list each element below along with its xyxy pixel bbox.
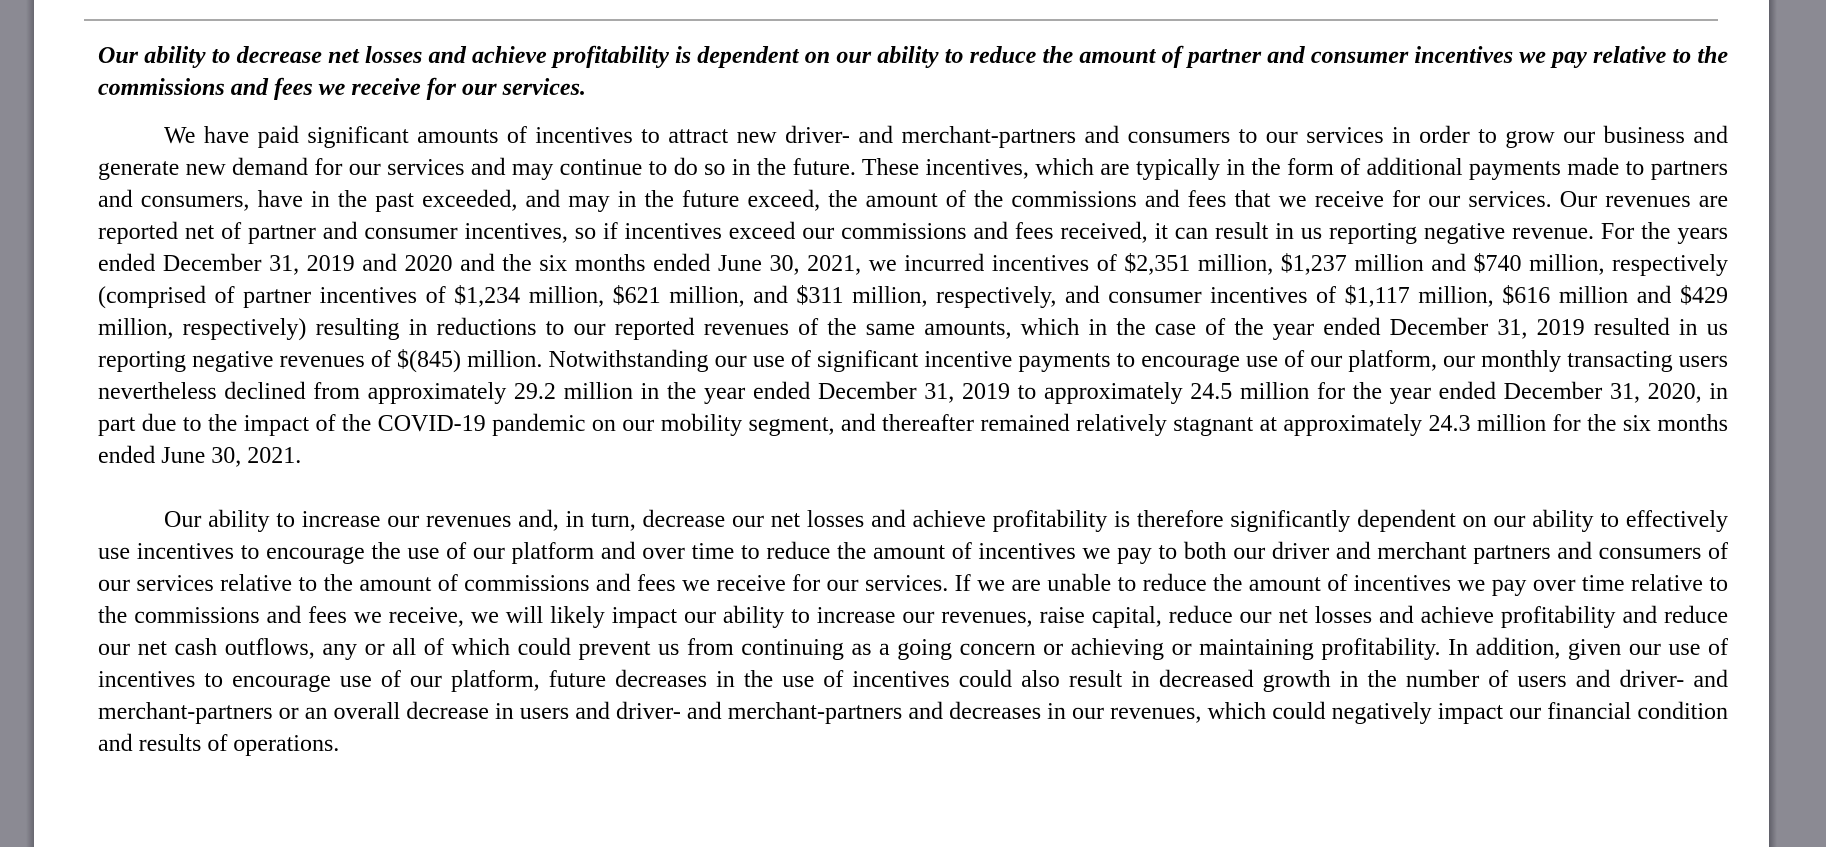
document-page — [34, 0, 1769, 847]
header-rule — [84, 19, 1718, 21]
paragraph-2: Our ability to increase our revenues and, in turn, decrease our net losses and achieve profitability is therefore significantly dependent on our ability to effectively use incentives to encourage the use of our platform and over time to reduce the amount of incentives we pay to both our driver and merchant partners and consumers of our services relative to the amount of commissions and fees we receive for our services. If we are unable to reduce the amount of incentives we pay over time relative to the commissions and fees we receive, we will likely impact our ability to increase our revenues, raise capital, reduce our net losses and achieve profitability and reduce our net cash outflows, any or all of which could prevent us from continuing as a going concern or achieving or maintaining profitability. In addition, given our use of incentives to encourage use of our platform, future decreases in the use of incentives could also result in decreased growth in the number of users and driver- and merchant-partners or an overall decrease in users and driver- and merchant-partners and decreases in our revenues, which could negatively impact our financial condition and results of operations. — [98, 507, 1728, 757]
paragraph-1: We have paid significant amounts of incentives to attract new driver- and merchant-partners and consumers to our services in order to grow our business and generate new demand for our services and may continue to do so in the future. These incentives, which are typically in the form of additional payments made to partners and consumers, have in the past exceeded, and may in the future exceed, the amount of the commissions and fees that we receive for our services. Our revenues are reported net of partner and consumer incentives, so if incentives exceed our commissions and fees received, it can result in us reporting negative revenue. For the years ended December 31, 2019 and 2020 and the six months ended June 30, 2021, we incurred incentives of $2,351 million, $1,237 million and $740 million, respectively (comprised of partner incentives of $1,234 million, $621 million, and $311 million, respectively, and consumer incentives of $1,117 million, $616 million and $429 million, respectively) resulting in reductions to our reported revenues of the same amounts, which in the case of the year ended December 31, 2019 resulted in us reporting negative revenues of $(845) million. Notwithstanding our use of significant incentive payments to encourage use of our platform, our monthly transacting users nevertheless declined from approximately 29.2 million in the year ended December 31, 2019 to approximately 24.5 million for the year ended December 31, 2020, in part due to the impact of the COVID-19 pandemic on our mobility segment, and thereafter remained relatively stagnant at approximately 24.3 million for the six months ended June 30, 2021. — [98, 123, 1728, 469]
page-shadow-left — [26, 0, 34, 847]
document-body — [98, 40, 1728, 792]
page-shadow-right — [1769, 0, 1777, 847]
section-heading: Our ability to decrease net losses and achieve profitability is dependent on our ability to reduce the amount of partner and consumer incentives we pay relative to the commissions and fees we receive for our services. — [98, 43, 1728, 101]
